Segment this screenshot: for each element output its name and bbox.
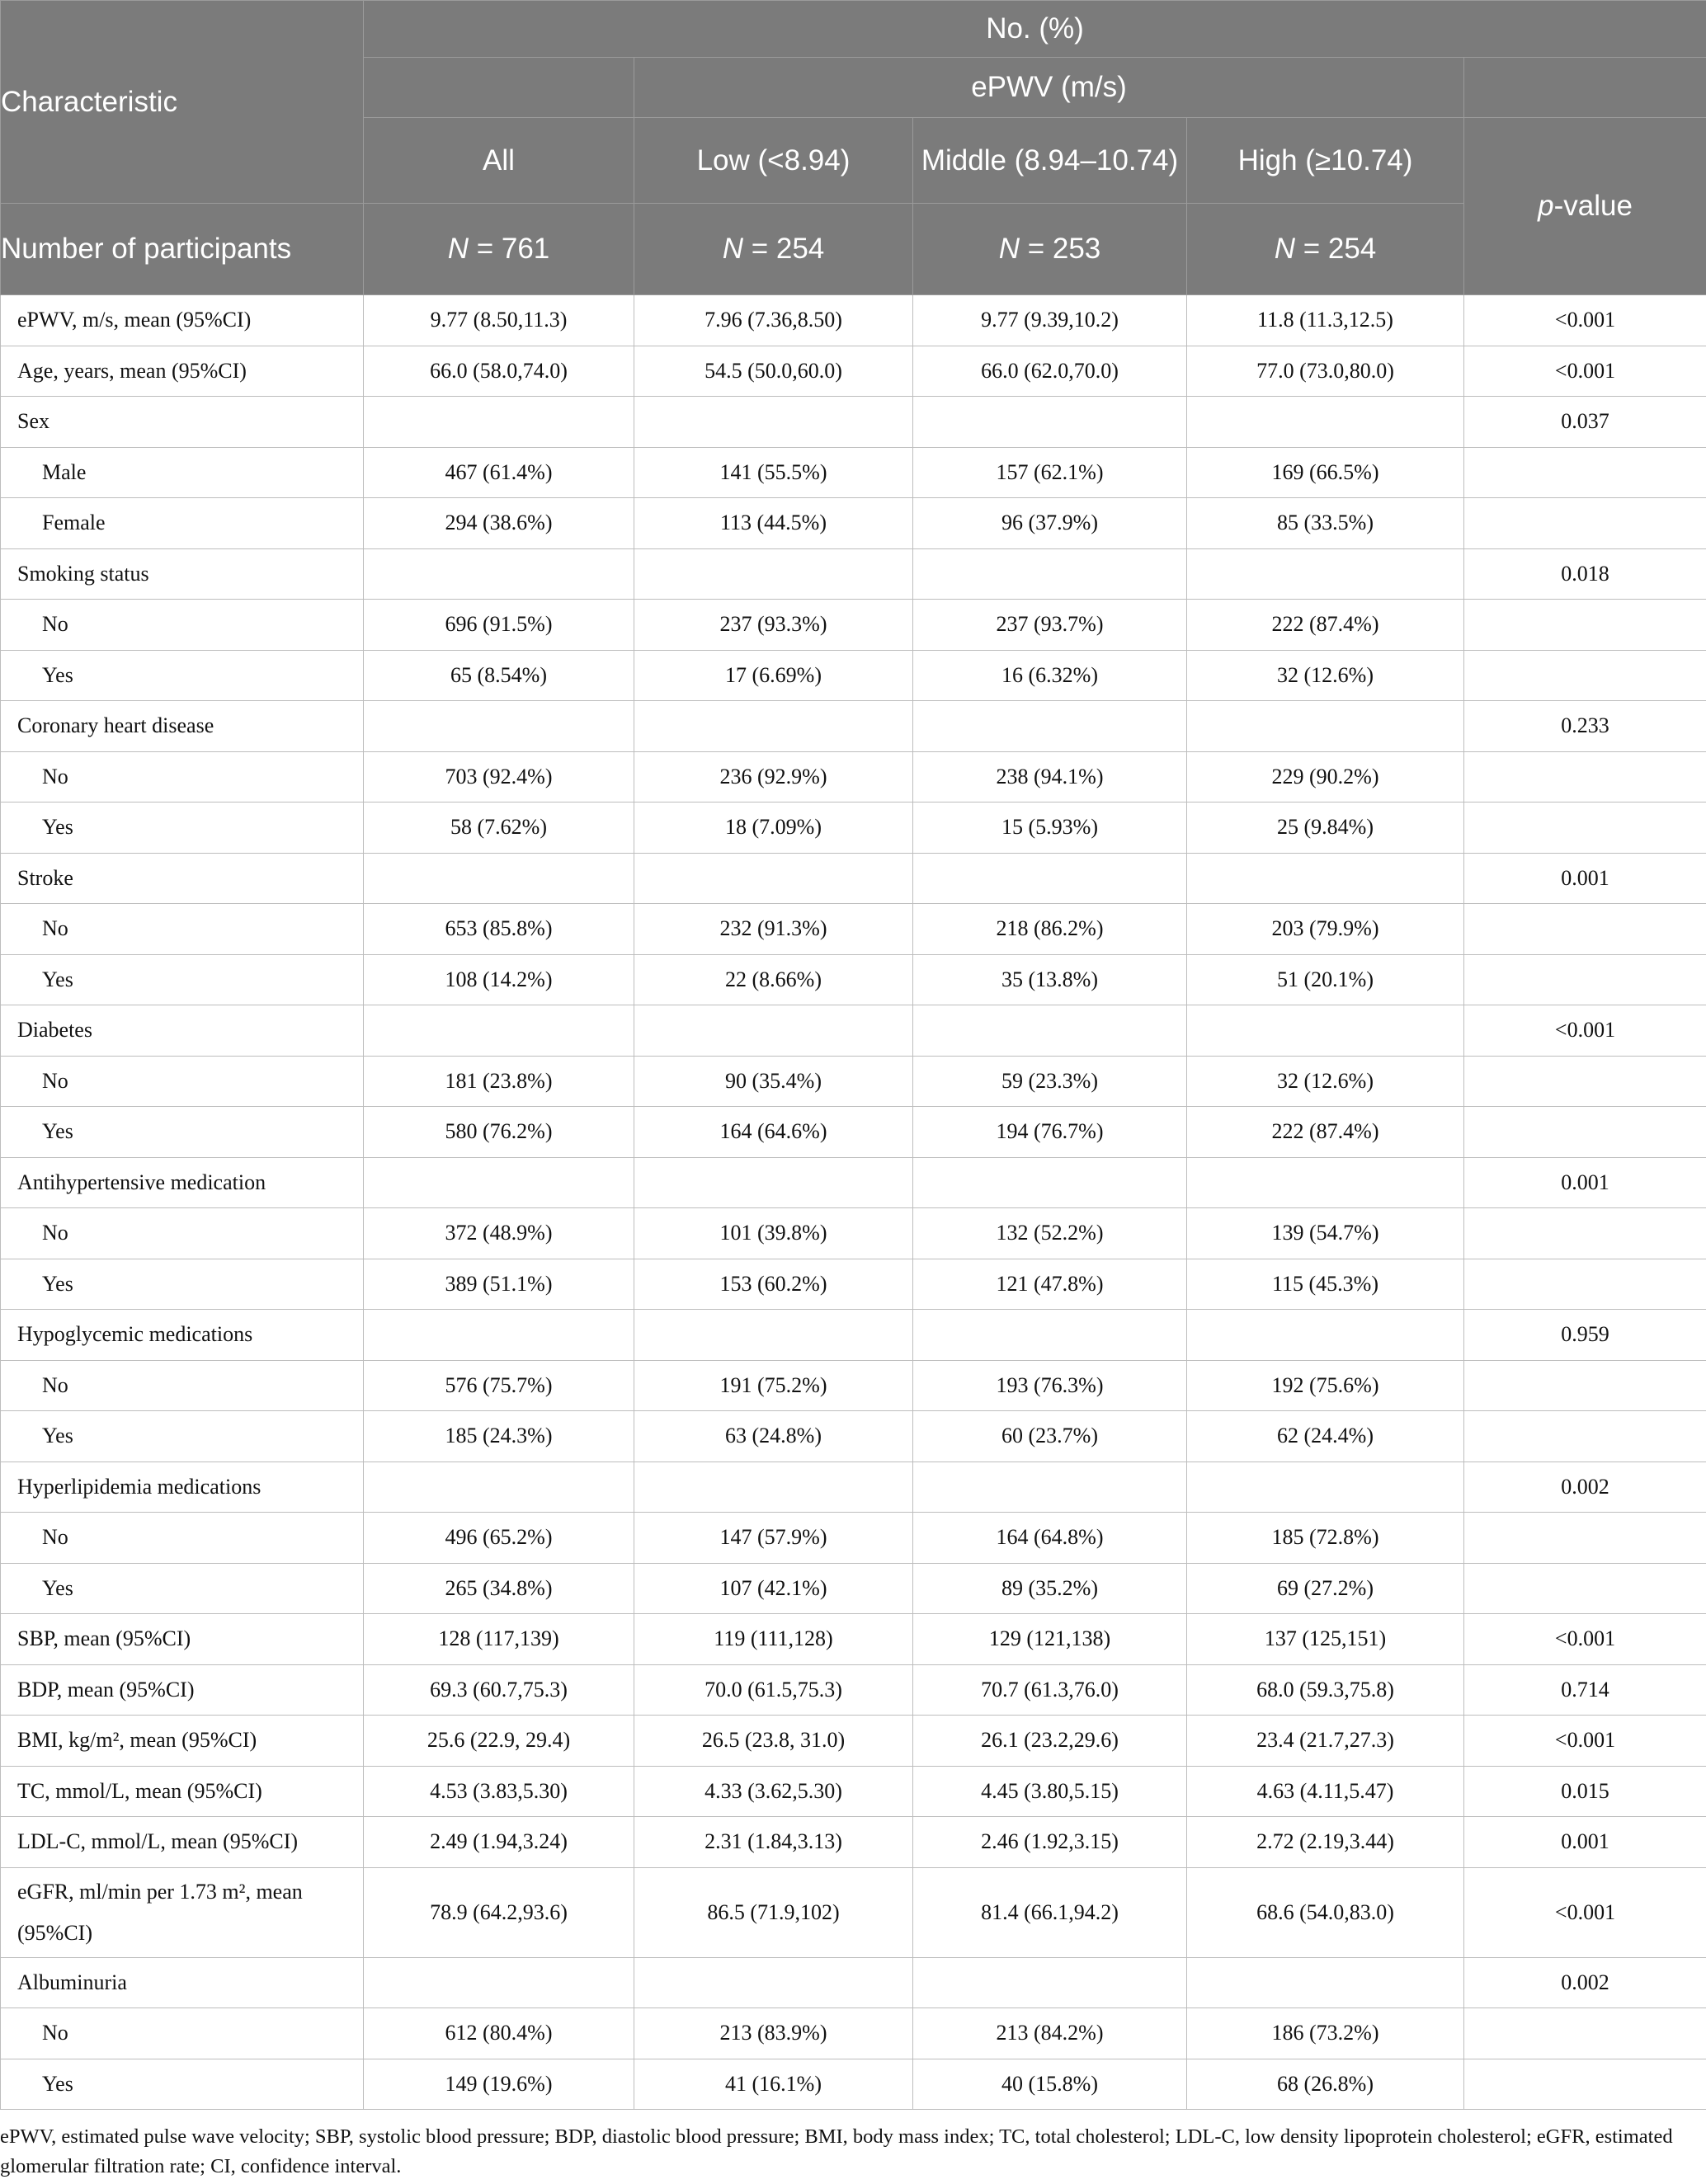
n-low-value: = 254 [742, 233, 825, 265]
row-label: Age, years, mean (95%CI) [1, 346, 364, 397]
middle-cell: 237 (93.7%) [913, 600, 1187, 651]
p-value-cell [1464, 1513, 1706, 1564]
header-row-1 [1, 1, 1706, 58]
p-value-italic-p: p [1538, 190, 1554, 222]
table-row [1, 650, 1706, 701]
all-cell: 265 (34.8%) [364, 1563, 634, 1614]
high-cell: 69 (27.2%) [1187, 1563, 1464, 1614]
low-cell: 191 (75.2%) [634, 1360, 913, 1411]
high-cell: 229 (90.2%) [1187, 751, 1464, 803]
all-cell [364, 1957, 634, 2008]
row-label: LDL-C, mmol/L, mean (95%CI) [1, 1817, 364, 1868]
table-row [1, 1664, 1706, 1716]
low-cell: 164 (64.6%) [634, 1107, 913, 1158]
middle-cell: 238 (94.1%) [913, 751, 1187, 803]
epwv-header: ePWV (m/s) [634, 58, 1464, 118]
table-row [1, 548, 1706, 600]
low-cell: 70.0 (61.5,75.3) [634, 1664, 913, 1716]
high-cell: 51 (20.1%) [1187, 954, 1464, 1005]
low-cell [634, 548, 913, 600]
all-cell: 128 (117,139) [364, 1614, 634, 1665]
header-spacer [364, 58, 634, 118]
p-value-cell: 0.959 [1464, 1310, 1706, 1361]
high-header: High (≥10.74) [1187, 118, 1464, 204]
all-cell: 185 (24.3%) [364, 1411, 634, 1462]
n-middle [913, 204, 1187, 295]
p-value-cell: <0.001 [1464, 295, 1706, 346]
middle-header: Middle (8.94–10.74) [913, 118, 1187, 204]
all-cell [364, 548, 634, 600]
low-cell [634, 701, 913, 752]
low-cell: 4.33 (3.62,5.30) [634, 1766, 913, 1817]
all-cell: 703 (92.4%) [364, 751, 634, 803]
high-cell: 62 (24.4%) [1187, 1411, 1464, 1462]
low-cell: 22 (8.66%) [634, 954, 913, 1005]
middle-cell [913, 1310, 1187, 1361]
all-cell [364, 701, 634, 752]
low-cell: 119 (111,128) [634, 1614, 913, 1665]
header-row-4 [1, 204, 1706, 295]
middle-cell [913, 548, 1187, 600]
all-cell [364, 1005, 634, 1057]
row-label: No [1, 1513, 364, 1564]
table-row [1, 1310, 1706, 1361]
p-value-cell: 0.233 [1464, 701, 1706, 752]
p-value-cell [1464, 650, 1706, 701]
table-row [1, 1614, 1706, 1665]
p-value-cell [1464, 2059, 1706, 2110]
p-value-cell: 0.001 [1464, 1817, 1706, 1868]
row-label: ePWV, m/s, mean (95%CI) [1, 295, 364, 346]
row-label: Yes [1, 1563, 364, 1614]
table-row [1, 803, 1706, 854]
low-cell [634, 1461, 913, 1513]
high-cell: 77.0 (73.0,80.0) [1187, 346, 1464, 397]
high-cell: 32 (12.6%) [1187, 650, 1464, 701]
p-value-cell: <0.001 [1464, 346, 1706, 397]
p-value-cell [1464, 600, 1706, 651]
middle-cell [913, 397, 1187, 448]
all-cell: 612 (80.4%) [364, 2008, 634, 2059]
low-cell: 17 (6.69%) [634, 650, 913, 701]
number-of-participants-header: Number of participants [1, 204, 364, 295]
table-row [1, 1766, 1706, 1817]
p-value-cell: 0.714 [1464, 1664, 1706, 1716]
all-cell [364, 397, 634, 448]
row-label: Male [1, 447, 364, 498]
table-row [1, 1005, 1706, 1057]
table-row [1, 1411, 1706, 1462]
high-cell: 186 (73.2%) [1187, 2008, 1464, 2059]
high-cell: 4.63 (4.11,5.47) [1187, 1766, 1464, 1817]
middle-cell: 60 (23.7%) [913, 1411, 1187, 1462]
all-cell: 78.9 (64.2,93.6) [364, 1867, 634, 1957]
table-row [1, 1157, 1706, 1208]
table-row [1, 1716, 1706, 1767]
high-cell [1187, 1957, 1464, 2008]
row-label: Diabetes [1, 1005, 364, 1057]
middle-cell: 164 (64.8%) [913, 1513, 1187, 1564]
middle-cell: 96 (37.9%) [913, 498, 1187, 549]
middle-cell: 15 (5.93%) [913, 803, 1187, 854]
low-cell: 213 (83.9%) [634, 2008, 913, 2059]
low-cell: 113 (44.5%) [634, 498, 913, 549]
row-label: Female [1, 498, 364, 549]
table-row [1, 904, 1706, 955]
all-cell: 66.0 (58.0,74.0) [364, 346, 634, 397]
all-cell: 9.77 (8.50,11.3) [364, 295, 634, 346]
table-row [1, 954, 1706, 1005]
n-low [634, 204, 913, 295]
table-row [1, 1259, 1706, 1310]
p-value-cell: 0.002 [1464, 1957, 1706, 2008]
middle-cell: 40 (15.8%) [913, 2059, 1187, 2110]
high-cell [1187, 1157, 1464, 1208]
middle-cell: 89 (35.2%) [913, 1563, 1187, 1614]
high-cell: 2.72 (2.19,3.44) [1187, 1817, 1464, 1868]
p-value-cell [1464, 498, 1706, 549]
middle-cell: 4.45 (3.80,5.15) [913, 1766, 1187, 1817]
middle-cell: 121 (47.8%) [913, 1259, 1187, 1310]
all-cell: 696 (91.5%) [364, 600, 634, 651]
low-cell [634, 1310, 913, 1361]
all-cell: 2.49 (1.94,3.24) [364, 1817, 634, 1868]
low-cell: 26.5 (23.8, 31.0) [634, 1716, 913, 1767]
row-label: TC, mmol/L, mean (95%CI) [1, 1766, 364, 1817]
all-cell: 4.53 (3.83,5.30) [364, 1766, 634, 1817]
high-cell [1187, 1461, 1464, 1513]
high-cell: 222 (87.4%) [1187, 1107, 1464, 1158]
middle-cell: 16 (6.32%) [913, 650, 1187, 701]
middle-cell [913, 1957, 1187, 2008]
all-cell: 25.6 (22.9, 29.4) [364, 1716, 634, 1767]
row-label: No [1, 1360, 364, 1411]
table-row [1, 1867, 1706, 1957]
p-value-cell: <0.001 [1464, 1867, 1706, 1957]
high-cell: 25 (9.84%) [1187, 803, 1464, 854]
low-cell: 237 (93.3%) [634, 600, 913, 651]
p-value-cell: 0.001 [1464, 853, 1706, 904]
high-cell [1187, 1310, 1464, 1361]
middle-cell: 70.7 (61.3,76.0) [913, 1664, 1187, 1716]
n-all [364, 204, 634, 295]
all-cell [364, 853, 634, 904]
all-cell [364, 1461, 634, 1513]
middle-cell: 81.4 (66.1,94.2) [913, 1867, 1187, 1957]
high-cell: 68.6 (54.0,83.0) [1187, 1867, 1464, 1957]
middle-cell: 9.77 (9.39,10.2) [913, 295, 1187, 346]
row-label: Yes [1, 1107, 364, 1158]
all-cell [364, 1157, 634, 1208]
table-row [1, 1461, 1706, 1513]
middle-cell: 129 (121,138) [913, 1614, 1187, 1665]
all-cell: 58 (7.62%) [364, 803, 634, 854]
row-label: Yes [1, 1259, 364, 1310]
high-cell: 169 (66.5%) [1187, 447, 1464, 498]
p-value-cell [1464, 1411, 1706, 1462]
low-cell: 147 (57.9%) [634, 1513, 913, 1564]
row-label: Yes [1, 954, 364, 1005]
table-row [1, 1208, 1706, 1259]
row-label: No [1, 600, 364, 651]
low-cell: 86.5 (71.9,102) [634, 1867, 913, 1957]
all-cell: 181 (23.8%) [364, 1056, 634, 1107]
p-value-cell [1464, 447, 1706, 498]
row-label: Yes [1, 2059, 364, 2110]
n-symbol: N [722, 233, 743, 265]
low-cell: 63 (24.8%) [634, 1411, 913, 1462]
low-cell: 141 (55.5%) [634, 447, 913, 498]
high-cell: 23.4 (21.7,27.3) [1187, 1716, 1464, 1767]
n-symbol: N [998, 233, 1020, 265]
low-cell: 7.96 (7.36,8.50) [634, 295, 913, 346]
low-cell: 90 (35.4%) [634, 1056, 913, 1107]
table-row [1, 1513, 1706, 1564]
p-value-cell [1464, 1563, 1706, 1614]
row-label: No [1, 751, 364, 803]
table-row [1, 397, 1706, 448]
middle-cell: 66.0 (62.0,70.0) [913, 346, 1187, 397]
row-label: BDP, mean (95%CI) [1, 1664, 364, 1716]
row-label: Yes [1, 1411, 364, 1462]
p-value-cell [1464, 751, 1706, 803]
low-cell [634, 1157, 913, 1208]
table-row [1, 600, 1706, 651]
p-value-cell: <0.001 [1464, 1005, 1706, 1057]
row-label: Albuminuria [1, 1957, 364, 2008]
high-cell [1187, 701, 1464, 752]
row-label: SBP, mean (95%CI) [1, 1614, 364, 1665]
low-cell: 101 (39.8%) [634, 1208, 913, 1259]
high-cell: 185 (72.8%) [1187, 1513, 1464, 1564]
low-header: Low (<8.94) [634, 118, 913, 204]
high-cell: 192 (75.6%) [1187, 1360, 1464, 1411]
low-cell: 18 (7.09%) [634, 803, 913, 854]
p-value-cell [1464, 803, 1706, 854]
row-label: Hypoglycemic medications [1, 1310, 364, 1361]
table-row [1, 853, 1706, 904]
middle-cell: 218 (86.2%) [913, 904, 1187, 955]
table-row [1, 1360, 1706, 1411]
p-value-cell [1464, 1259, 1706, 1310]
row-label: Antihypertensive medication [1, 1157, 364, 1208]
row-label: eGFR, ml/min per 1.73 m², mean (95%CI) [1, 1867, 364, 1957]
header-spacer [1464, 58, 1706, 118]
low-cell: 2.31 (1.84,3.13) [634, 1817, 913, 1868]
all-cell: 149 (19.6%) [364, 2059, 634, 2110]
table-row [1, 1563, 1706, 1614]
p-value-cell [1464, 1056, 1706, 1107]
table-row [1, 701, 1706, 752]
high-cell: 11.8 (11.3,12.5) [1187, 295, 1464, 346]
table-row [1, 1056, 1706, 1107]
row-label: No [1, 2008, 364, 2059]
middle-cell [913, 1005, 1187, 1057]
high-cell: 115 (45.3%) [1187, 1259, 1464, 1310]
table-row [1, 2008, 1706, 2059]
middle-cell: 193 (76.3%) [913, 1360, 1187, 1411]
p-value-cell: 0.015 [1464, 1766, 1706, 1817]
all-cell: 108 (14.2%) [364, 954, 634, 1005]
n-high-value: = 254 [1294, 233, 1377, 265]
low-cell: 107 (42.1%) [634, 1563, 913, 1614]
p-value-cell [1464, 1107, 1706, 1158]
all-cell: 580 (76.2%) [364, 1107, 634, 1158]
n-symbol: N [1274, 233, 1295, 265]
table-row [1, 1817, 1706, 1868]
row-label: No [1, 1208, 364, 1259]
all-cell: 69.3 (60.7,75.3) [364, 1664, 634, 1716]
middle-cell [913, 853, 1187, 904]
all-cell: 653 (85.8%) [364, 904, 634, 955]
p-value-cell [1464, 1360, 1706, 1411]
low-cell: 232 (91.3%) [634, 904, 913, 955]
n-all-value: = 761 [468, 233, 550, 265]
middle-cell: 26.1 (23.2,29.6) [913, 1716, 1187, 1767]
middle-cell: 59 (23.3%) [913, 1056, 1187, 1107]
row-label: No [1, 1056, 364, 1107]
low-cell: 54.5 (50.0,60.0) [634, 346, 913, 397]
p-value-cell: 0.018 [1464, 548, 1706, 600]
high-cell [1187, 853, 1464, 904]
low-cell [634, 1957, 913, 2008]
table-row [1, 295, 1706, 346]
all-header: All [364, 118, 634, 204]
table-body [1, 295, 1706, 2110]
row-label: Smoking status [1, 548, 364, 600]
middle-cell: 213 (84.2%) [913, 2008, 1187, 2059]
all-cell: 389 (51.1%) [364, 1259, 634, 1310]
all-cell: 294 (38.6%) [364, 498, 634, 549]
middle-cell [913, 1461, 1187, 1513]
p-value-cell: <0.001 [1464, 1614, 1706, 1665]
high-cell: 68.0 (59.3,75.8) [1187, 1664, 1464, 1716]
middle-cell: 157 (62.1%) [913, 447, 1187, 498]
table-footnote: ePWV, estimated pulse wave velocity; SBP, systolic blood pressure; BDP, diastolic blood pressure; BMI, body mass index; TC, total cholesterol; LDL-C, low density lipoprotein cholesterol; eGFR, estimated glomerular filtration rate; CI, confidence interval. [0, 2125, 1673, 2177]
p-value-cell [1464, 904, 1706, 955]
p-value-cell: 0.037 [1464, 397, 1706, 448]
row-label: Coronary heart disease [1, 701, 364, 752]
row-label: Sex [1, 397, 364, 448]
row-label: Stroke [1, 853, 364, 904]
low-cell: 41 (16.1%) [634, 2059, 913, 2110]
n-symbol: N [447, 233, 469, 265]
low-cell: 153 (60.2%) [634, 1259, 913, 1310]
table-row [1, 1107, 1706, 1158]
p-value-header [1464, 118, 1706, 295]
n-high [1187, 204, 1464, 295]
middle-cell: 194 (76.7%) [913, 1107, 1187, 1158]
p-value-cell: 0.002 [1464, 1461, 1706, 1513]
all-cell [364, 1310, 634, 1361]
low-cell [634, 853, 913, 904]
low-cell: 236 (92.9%) [634, 751, 913, 803]
middle-cell: 132 (52.2%) [913, 1208, 1187, 1259]
p-value-cell [1464, 954, 1706, 1005]
all-cell: 65 (8.54%) [364, 650, 634, 701]
row-label: Hyperlipidemia medications [1, 1461, 364, 1513]
high-cell: 139 (54.7%) [1187, 1208, 1464, 1259]
high-cell [1187, 548, 1464, 600]
row-label: Yes [1, 803, 364, 854]
all-cell: 372 (48.9%) [364, 1208, 634, 1259]
row-label: BMI, kg/m², mean (95%CI) [1, 1716, 364, 1767]
middle-cell: 2.46 (1.92,3.15) [913, 1817, 1187, 1868]
table-row [1, 498, 1706, 549]
middle-cell: 35 (13.8%) [913, 954, 1187, 1005]
row-label: No [1, 904, 364, 955]
no-pct-header: No. (%) [364, 1, 1706, 58]
high-cell [1187, 1005, 1464, 1057]
p-value-cell [1464, 2008, 1706, 2059]
n-middle-value: = 253 [1019, 233, 1101, 265]
row-label: Yes [1, 650, 364, 701]
high-cell: 137 (125,151) [1187, 1614, 1464, 1665]
characteristic-header: Characteristic [1, 1, 364, 204]
low-cell [634, 1005, 913, 1057]
high-cell: 68 (26.8%) [1187, 2059, 1464, 2110]
table-row [1, 2059, 1706, 2110]
p-value-cell [1464, 1208, 1706, 1259]
table-row [1, 751, 1706, 803]
table-row [1, 346, 1706, 397]
p-value-suffix: -value [1553, 190, 1633, 222]
middle-cell [913, 1157, 1187, 1208]
table-row [1, 1957, 1706, 2008]
p-value-cell: 0.001 [1464, 1157, 1706, 1208]
all-cell: 576 (75.7%) [364, 1360, 634, 1411]
middle-cell [913, 701, 1187, 752]
p-value-cell: <0.001 [1464, 1716, 1706, 1767]
high-cell [1187, 397, 1464, 448]
high-cell: 222 (87.4%) [1187, 600, 1464, 651]
all-cell: 496 (65.2%) [364, 1513, 634, 1564]
table-row [1, 447, 1706, 498]
low-cell [634, 397, 913, 448]
high-cell: 203 (79.9%) [1187, 904, 1464, 955]
high-cell: 32 (12.6%) [1187, 1056, 1464, 1107]
high-cell: 85 (33.5%) [1187, 498, 1464, 549]
all-cell: 467 (61.4%) [364, 447, 634, 498]
